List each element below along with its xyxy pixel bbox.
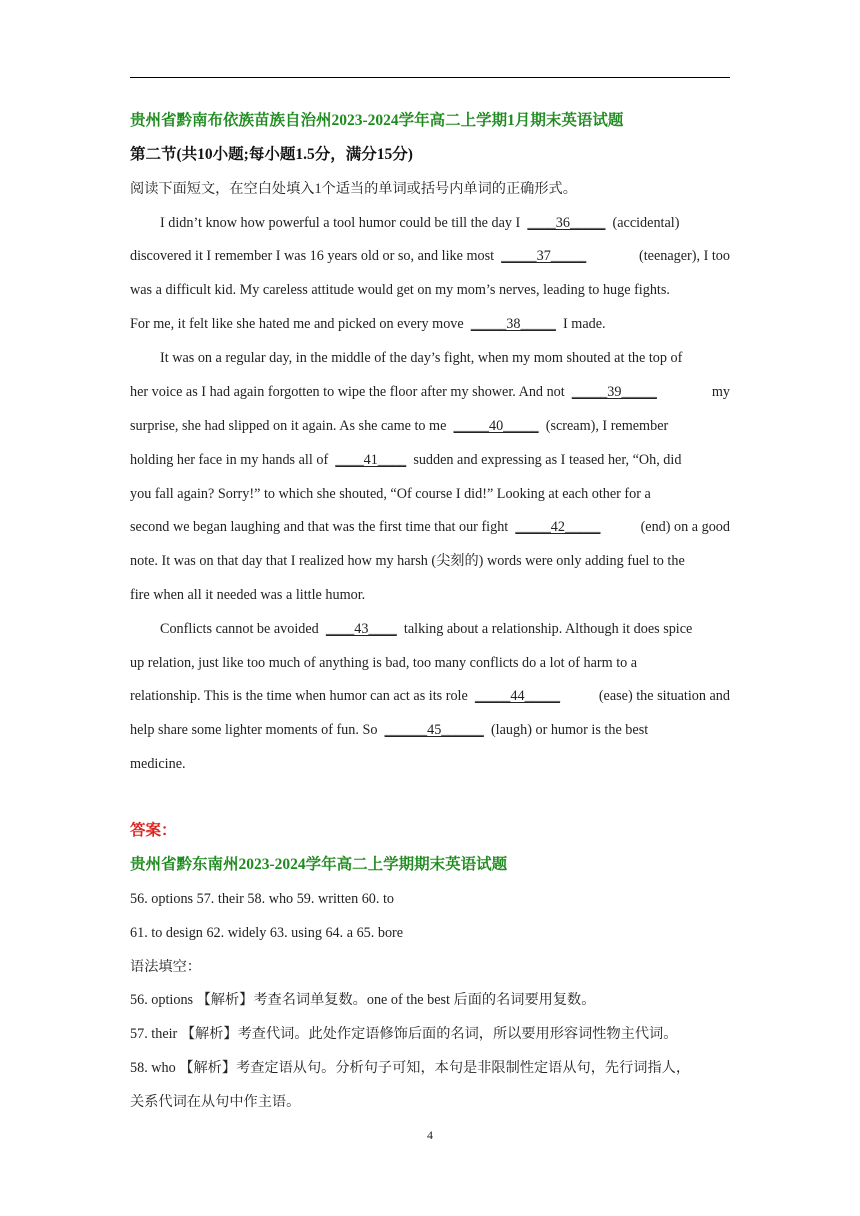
passage-line	[130, 382, 730, 402]
explanation-58: 58. who 【解析】考查定语从句。分析句子可知，本句是非限制性定语从句，先行词指人，	[130, 1060, 691, 1076]
passage-line: was a difficult kid. My careless attitude would get on my mom’s nerves, leading to huge fights.	[130, 282, 670, 298]
text: relationship. This is the time when humor can act as its role _____44_____	[130, 688, 561, 704]
text: her voice as I had again forgotten to wipe the floor after my shower. And not _____39_____	[130, 384, 657, 400]
answer-line: 56. options 57. their 58. who 59. written 60. to	[130, 891, 395, 907]
blank-42[interactable]: _____42_____	[515, 519, 601, 535]
passage-line	[130, 720, 648, 740]
page-number: 4	[427, 1128, 433, 1142]
answer-label: 答案：	[130, 822, 177, 839]
blank-38[interactable]: _____38_____	[470, 316, 556, 332]
passage-line	[130, 246, 730, 266]
text: (accidental)	[612, 215, 680, 231]
text: help share some lighter moments of fun. So	[130, 722, 378, 738]
text: second we began laughing and that was the first time that our fight _____42_____	[130, 519, 601, 535]
answer-line: 61. to design 62. widely 63. using 64. a 65. bore	[130, 925, 404, 941]
passage-line	[130, 416, 668, 436]
blank-37[interactable]: _____37_____	[501, 248, 587, 264]
text: (ease) the situation and	[598, 688, 730, 704]
text: (teenager), I too	[639, 248, 730, 264]
header-rule	[130, 77, 730, 78]
passage-line: note. It was on that day that I realized how my harsh (尖刻的) words were only adding fuel to the	[130, 553, 685, 569]
passage-line	[130, 314, 606, 334]
blank-44[interactable]: _____44_____	[474, 688, 561, 704]
passage-line	[130, 517, 730, 537]
text: For me, it felt like she hated me and picked on every move	[130, 316, 464, 332]
answer-source-title: 贵州省黔东南州2023-2024学年高二上学期期末英语试题	[130, 856, 508, 873]
header-title: 贵州省黔南布依族苗族自治州2023-2024学年高二上学期1月期末英语试题	[130, 112, 624, 129]
passage-line	[160, 619, 692, 639]
blank-39[interactable]: _____39_____	[571, 384, 657, 400]
text: surprise, she had slipped on it again. As she came to me	[130, 418, 447, 434]
blank-43[interactable]: ____43____	[325, 621, 397, 637]
explanation-58-cont: 关系代词在从句中作主语。	[130, 1094, 301, 1110]
text: sudden and expressing as I teased her, “Oh, did	[413, 452, 682, 468]
passage-line: It was on a regular day, in the middle of the day’s fight, when my mom shouted at the top of	[160, 350, 683, 366]
text: I didn’t know how powerful a tool humor could be till the day I	[160, 215, 521, 231]
blank-40[interactable]: _____40_____	[453, 418, 539, 434]
text: holding her face in my hands all of	[130, 452, 329, 468]
section-title: 第二节(共10小题;每小题1.5分，满分15分)	[130, 146, 413, 163]
grammar-label: 语法填空：	[130, 959, 201, 975]
explanation-57: 57. their 【解析】考查代词。此处作定语修饰后面的名词，所以要用形容词性物主代词。	[130, 1026, 678, 1042]
text: (laugh) or humor is the best	[490, 722, 649, 738]
passage-line: up relation, just like too much of anything is bad, too many conflicts do a lot of harm to a	[130, 655, 638, 671]
passage-line	[130, 686, 730, 706]
passage-line	[130, 450, 681, 470]
blank-45[interactable]: ______45______	[384, 722, 484, 738]
blank-36[interactable]: ____36_____	[527, 215, 606, 231]
text: discovered it I remember I was 16 years old or so, and like most _____37_____	[130, 248, 587, 264]
blank-41[interactable]: ____41____	[335, 452, 407, 468]
text: my	[711, 384, 730, 400]
instructions: 阅读下面短文，在空白处填入1个适当的单词或括号内单词的正确形式。	[130, 181, 577, 197]
passage-line: medicine.	[130, 756, 186, 772]
passage-line	[160, 213, 679, 233]
passage-line: you fall again? Sorry!” to which she shouted, “Of course I did!” Looking at each other for a	[130, 486, 651, 502]
text: talking about a relationship. Although it does spice	[403, 621, 693, 637]
text: (scream), I remember	[545, 418, 669, 434]
text: I made.	[563, 316, 606, 332]
passage-line: fire when all it needed was a little humor.	[130, 587, 366, 603]
text: (end) on a good	[640, 519, 730, 535]
text: Conflicts cannot be avoided	[160, 621, 319, 637]
explanation-56: 56. options 【解析】考查名词单复数。one of the best 后面的名词要用复数。	[130, 992, 596, 1008]
